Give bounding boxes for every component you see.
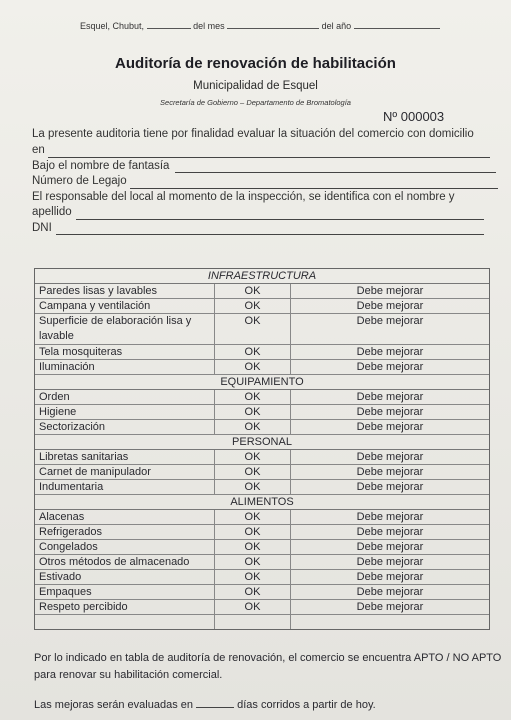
mejorar-option[interactable]: Debe mejorar [356,481,424,493]
document-number: Nº 000003 [383,109,445,124]
row-item: Libretas sanitarias [35,450,215,464]
ok-option[interactable]: OK [215,360,291,374]
ok-option[interactable]: OK [215,299,291,313]
result-statement: Por lo indicado en tabla de auditoría de renovación, el comercio se encuentra APTO / NO APTO para renovar su habilitación comercial. [34,652,502,681]
table-row [35,540,489,555]
address-row [32,144,498,160]
ok-option[interactable]: OK [215,390,291,404]
row-item: Campana y ventilación [35,299,215,313]
mejorar-option[interactable]: Debe mejorar [356,526,424,538]
document-title: Auditoría de renovación de habilitación [115,55,396,72]
mejorar-option[interactable]: Debe mejorar [356,511,424,523]
ok-option[interactable]: OK [215,405,291,419]
date-place: Esquel, Chubut, [80,21,145,31]
year-blank[interactable] [354,20,440,29]
row-item: Indumentaria [35,480,215,494]
mejorar-option[interactable]: Debe mejorar [356,391,424,403]
ok-option[interactable]: OK [215,314,291,344]
mejorar-option[interactable]: Debe mejorar [356,421,424,433]
apellido-field[interactable] [76,219,484,220]
row-item: Empaques [35,585,215,599]
mejorar-option[interactable]: Debe mejorar [356,406,424,418]
date-year-label: del año [321,21,352,31]
section-header-infraestructura: INFRAESTRUCTURA [35,269,489,284]
table-row [35,450,489,465]
row-item: Sectorización [35,420,215,434]
dni-field[interactable] [56,234,484,235]
responsable-row-2 [32,206,498,222]
audit-table [34,268,490,630]
section-header-equipamiento: EQUIPAMIENTO [35,375,489,390]
date-line [80,20,440,31]
table-row [35,284,489,299]
row-item: Carnet de manipulador [35,465,215,479]
legajo-row [32,175,498,191]
table-row [35,585,489,600]
mejorar-option[interactable]: Debe mejorar [356,451,424,463]
ok-option[interactable]: OK [215,284,291,298]
apellido-label: apellido [32,206,72,218]
section-header-alimentos: ALIMENTOS [35,495,489,510]
intro-row-1 [32,128,498,144]
mejorar-option[interactable]: Debe mejorar [356,285,424,297]
ok-option[interactable]: OK [215,600,291,614]
row-item: Orden [35,390,215,404]
ok-option[interactable]: OK [215,510,291,524]
empty-cell [291,615,489,629]
mejorar-option[interactable]: Debe mejorar [356,541,424,553]
mejorar-option[interactable]: Debe mejorar [356,466,424,478]
days-blank[interactable] [196,697,234,708]
mejorar-option[interactable]: Debe mejorar [356,601,424,613]
ok-option[interactable]: OK [215,450,291,464]
mejorar-option[interactable]: Debe mejorar [356,300,424,312]
ok-option[interactable]: OK [215,555,291,569]
row-item: Superficie de elaboración lisa y lavable [35,314,215,344]
improvements-statement [34,697,504,714]
mejorar-option[interactable]: Debe mejorar [356,315,424,327]
ok-option[interactable]: OK [215,480,291,494]
mejorar-option[interactable]: Debe mejorar [356,556,424,568]
improvements-text-pre: Las mejoras serán evaluadas en [34,699,193,711]
ok-option[interactable]: OK [215,420,291,434]
empty-cell [215,615,291,629]
mejorar-option[interactable]: Debe mejorar [356,571,424,583]
fantasia-row [32,160,498,176]
row-item: Tela mosquiteras [35,345,215,359]
row-item: Respeto percibido [35,600,215,614]
table-row [35,299,489,314]
table-row [35,405,489,420]
table-row [35,510,489,525]
mejorar-option[interactable]: Debe mejorar [356,586,424,598]
responsable-row-1 [32,191,498,207]
row-item: Congelados [35,540,215,554]
ok-option[interactable]: OK [215,525,291,539]
day-blank[interactable] [147,20,191,29]
date-month-label: del mes [193,21,225,31]
table-row [35,345,489,360]
empty-row [35,615,489,629]
row-item: Otros métodos de almacenado [35,555,215,569]
department-name: Secretaría de Gobierno – Departamento de Bromatología [160,98,351,107]
table-row [35,480,489,495]
row-item: Higiene [35,405,215,419]
row-item: Estivado [35,570,215,584]
responsable-text: El responsable del local al momento de la inspección, se identifica con el nombre y [32,190,455,203]
row-item: Alacenas [35,510,215,524]
fantasia-label: Bajo el nombre de fantasía [32,159,170,172]
row-item: Iluminación [35,360,215,374]
legajo-label: Número de Legajo [32,175,127,187]
section-header-personal: PERSONAL [35,435,489,450]
dni-row [32,222,498,238]
address-field[interactable] [48,157,490,158]
identification-fields [32,128,498,237]
ok-option[interactable]: OK [215,540,291,554]
mejorar-option[interactable]: Debe mejorar [356,361,424,373]
table-row [35,600,489,615]
intro-text-2: en [32,144,45,156]
table-row [35,525,489,540]
legajo-field[interactable] [130,188,498,189]
ok-option[interactable]: OK [215,585,291,599]
table-row [35,390,489,405]
ok-option[interactable]: OK [215,570,291,584]
table-row [35,360,489,375]
municipality-name: Municipalidad de Esquel [193,80,318,92]
dni-label: DNI [32,221,52,234]
row-item: Paredes lisas y lavables [35,284,215,298]
ok-option[interactable]: OK [215,465,291,479]
intro-text-1: La presente auditoria tiene por finalidad evaluar la situación del comercio con domicilio [32,128,474,140]
table-row [35,570,489,585]
mejorar-option[interactable]: Debe mejorar [356,346,424,358]
table-row [35,420,489,435]
fantasia-field[interactable] [175,172,496,173]
row-item: Refrigerados [35,525,215,539]
table-row [35,555,489,570]
improvements-text-post: días corridos a partir de hoy. [237,699,376,711]
table-row [35,465,489,480]
ok-option[interactable]: OK [215,345,291,359]
table-row [35,314,489,345]
empty-cell [35,615,215,629]
month-blank[interactable] [227,20,319,29]
